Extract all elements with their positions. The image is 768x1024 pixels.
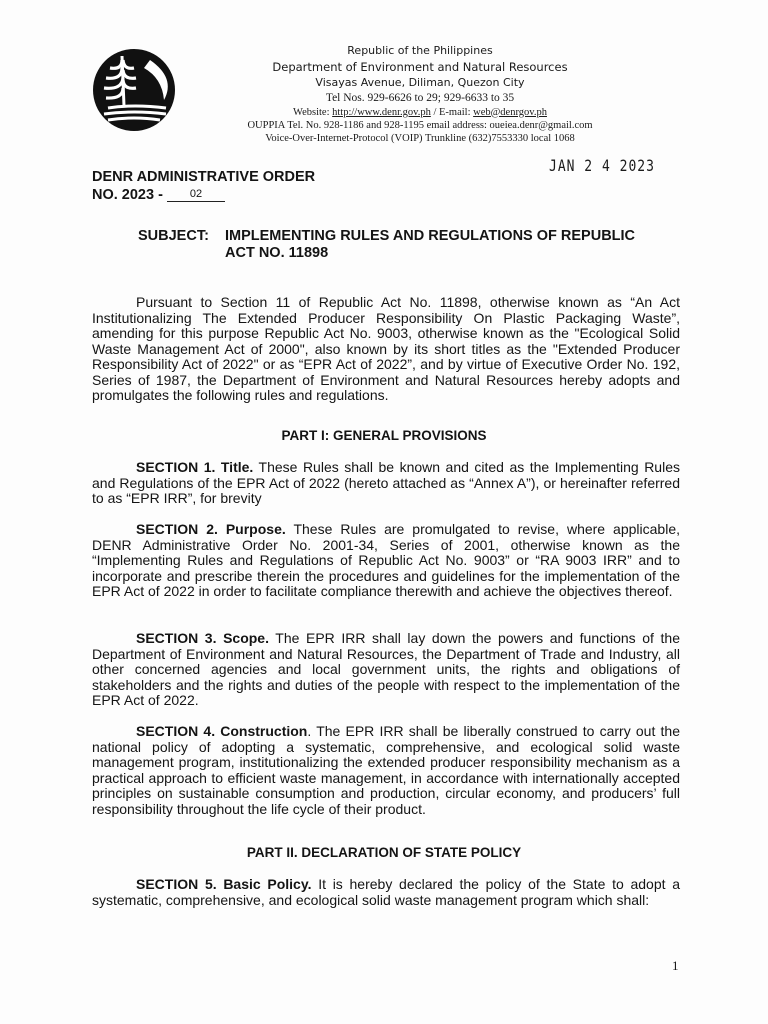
section-2-paragraph bbox=[92, 522, 680, 600]
website-link[interactable]: http://www.denr.gov.ph bbox=[332, 106, 431, 118]
section-4-text: . The EPR IRR shall be liberally construed to carry out the national policy of adopting a systematic, comprehensive, and ecological solid waste management program, institutionalizing the extended producer responsibility mechanism as a practical approach to efficient waste management, in accordance with internationally accepted principles on sustainable consumption and production, circular economy, and producers’ full responsibility throughout the life cycle of their product. bbox=[92, 723, 680, 817]
letterhead-ouppia: OUPPIA Tel. No. 928-1186 and 928-1195 email address: oueiea.denr@gmail.com bbox=[247, 119, 593, 131]
denr-seal-icon bbox=[92, 48, 176, 132]
section-4-paragraph bbox=[92, 724, 680, 817]
section-5-heading: SECTION 5. Basic Policy. bbox=[136, 876, 312, 892]
date-stamp: JAN 2 4 2023 bbox=[549, 157, 655, 176]
section-1-paragraph bbox=[92, 460, 680, 507]
section-1-text: These Rules shall be known and cited as the Implementing Rules and Regulations of the EPR Act of 2022 (hereto attached as “Annex A”), or hereinafter referred to as “EPR IRR”, for brevity bbox=[92, 459, 680, 506]
letterhead-voip: Voice-Over-Internet-Protocol (VOIP) Trunkline (632)7553330 local 1068 bbox=[265, 132, 575, 144]
section-3-paragraph bbox=[92, 631, 680, 709]
preamble-text: Pursuant to Section 11 of Republic Act No. 11898, otherwise known as “An Act Institutionalizing The Extended Producer Responsibility On Plastic Packaging Waste”, amending for this purpose Republic Act No. 9003, otherwise known as the "Ecological Solid Waste Management Act of 2000", also known by its short titles as the "Extended Producer Responsibility Act of 2022" or as “EPR Act of 2022”, and by virtue of Executive Order No. 192, Series of 1987, the Department of Environment and Natural Resources hereby adopts and promulgates the following rules and regulations. bbox=[92, 294, 680, 403]
section-5-text: It is hereby declared the policy of the State to adopt a systematic, comprehensive, and ecological solid waste management program which shall: bbox=[92, 876, 681, 908]
order-title bbox=[92, 168, 315, 204]
part1-heading: PART I: GENERAL PROVISIONS bbox=[281, 428, 487, 443]
part2-heading: PART II. DECLARATION OF STATE POLICY bbox=[246, 845, 522, 860]
subject-text bbox=[225, 228, 685, 262]
order-number-prefix: NO. 2023 - bbox=[92, 187, 167, 203]
letterhead-website-line bbox=[200, 106, 640, 119]
preamble-paragraph bbox=[92, 295, 680, 404]
section-3-heading: SECTION 3. Scope. bbox=[136, 630, 269, 646]
section-1-heading: SECTION 1. Title. bbox=[136, 459, 254, 475]
letterhead-telephone: Tel Nos. 929-6626 to 29; 929-6633 to 35 bbox=[325, 92, 515, 104]
section-2-heading: SECTION 2. Purpose. bbox=[136, 521, 286, 537]
website-prefix: Website: bbox=[293, 106, 333, 118]
section-4-heading: SECTION 4. Construction bbox=[136, 723, 308, 739]
letterhead bbox=[200, 43, 640, 145]
subject-line2: ACT NO. 11898 bbox=[225, 245, 329, 261]
page-number: 1 bbox=[672, 958, 679, 973]
letterhead-department: Department of Environment and Natural Resources bbox=[272, 60, 568, 74]
order-number-value: 02 bbox=[167, 187, 225, 202]
section-3-text: The EPR IRR shall lay down the powers and functions of the Department of Environment and Natural Resources, the Department of Trade and Industry, all other concerned agencies and local government units, the rights and obligations of stakeholders and the rights and duties of the people with respect to the implementation of the EPR Act of 2022. bbox=[92, 630, 680, 708]
subject-label: SUBJECT: bbox=[138, 228, 209, 244]
email-link[interactable]: web@denrgov.ph bbox=[473, 106, 547, 118]
order-number-line bbox=[92, 186, 315, 204]
letterhead-republic: Republic of the Philippines bbox=[347, 44, 493, 57]
subject-line1: IMPLEMENTING RULES AND REGULATIONS OF REPUBLIC bbox=[225, 228, 636, 244]
section-2-text: These Rules are promulgated to revise, where applicable, DENR Administrative Order No. 2001-34, Series of 2001, otherwise known as the “Implementing Rules and Regulations of Republic Act No. 9003” or “RA 9003 IRR” and to incorporate and prescribe therein the procedures and guidelines for the implementation of the EPR Act of 2022 in order to facilitate compliance therewith and achieve the objectives thereof. bbox=[92, 521, 680, 599]
section-5-paragraph bbox=[92, 877, 680, 908]
letterhead-address: Visayas Avenue, Diliman, Quezon City bbox=[315, 76, 525, 89]
order-title-line1: DENR ADMINISTRATIVE ORDER bbox=[92, 169, 316, 185]
email-prefix: / E-mail: bbox=[430, 106, 474, 118]
